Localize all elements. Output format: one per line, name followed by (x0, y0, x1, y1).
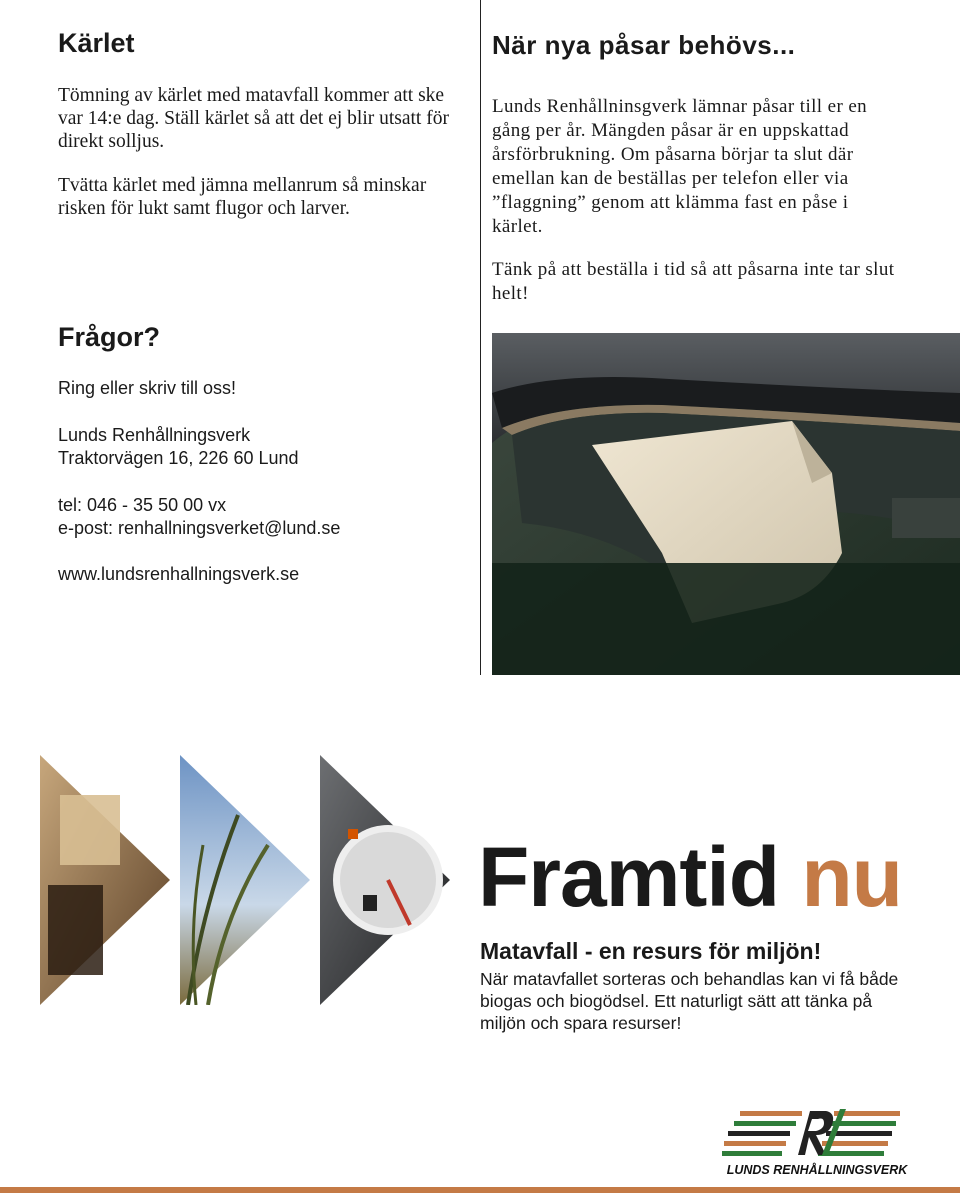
triangle-image-strip (38, 755, 478, 1005)
triangle-grass-photo (180, 755, 310, 1005)
column-divider (480, 0, 481, 675)
logo-text: LUNDS RENHÅLLNINGSVERK (726, 1163, 908, 1177)
section-title-kaerlet: Kärlet (58, 28, 135, 58)
contact-intro: Ring eller skriv till oss! (58, 378, 237, 398)
contact-email[interactable]: e-post: renhallningsverket@lund.se (58, 518, 341, 538)
headline (478, 832, 902, 922)
headline-nu: nu (801, 830, 902, 924)
kaerlet-paragraph-washing: Tvätta kärlet med jämna mellanrum så minskar risken för lukt samt flugor och larver. (58, 175, 427, 219)
contact-org: Lunds Renhållningsverk (58, 425, 251, 445)
slogan-body: När matavfallet sorteras och behandlas kan vi få både biogas och biogödsel. Ett naturligt sätt att tänka på miljön och spara resurser! (480, 969, 899, 1033)
bags-paragraph-reminder: Tänk på att beställa i tid så att påsarna inte tar slut helt! (492, 259, 895, 304)
contact-address: Traktorvägen 16, 226 60 Lund (58, 448, 299, 468)
slogan: Matavfall - en resurs för miljön! (480, 938, 822, 964)
bags-paragraph-delivery: Lunds Renhållninsgverk lämnar påsar till er en gång per år. Mängden påsar är en uppskattad årsförbrukning. Om påsarna börjar ta slut där emellan kan de beställas per telefon eller via ”flaggning” genom att klämma fast en påse i kärlet. (492, 96, 868, 237)
lunds-renhallningsverk-logo (722, 1105, 912, 1180)
kaerlet-paragraph-emptying: Tömning av kärlet med matavfall kommer att ske var 14:e dag. Ställ kärlet så att det ej blir utsatt för direkt solljus. (58, 85, 449, 152)
bin-with-bag-photo (492, 333, 960, 675)
section-title-fragor: Frågor? (58, 322, 161, 352)
headline-framtid: Framtid (478, 830, 780, 924)
section-title-bags: När nya påsar behövs... (492, 30, 796, 60)
contact-website-link[interactable]: www.lundsrenhallningsverk.se (58, 564, 300, 584)
bottom-accent-bar (0, 1187, 960, 1193)
contact-phone[interactable]: tel: 046 - 35 50 00 vx (58, 495, 227, 515)
